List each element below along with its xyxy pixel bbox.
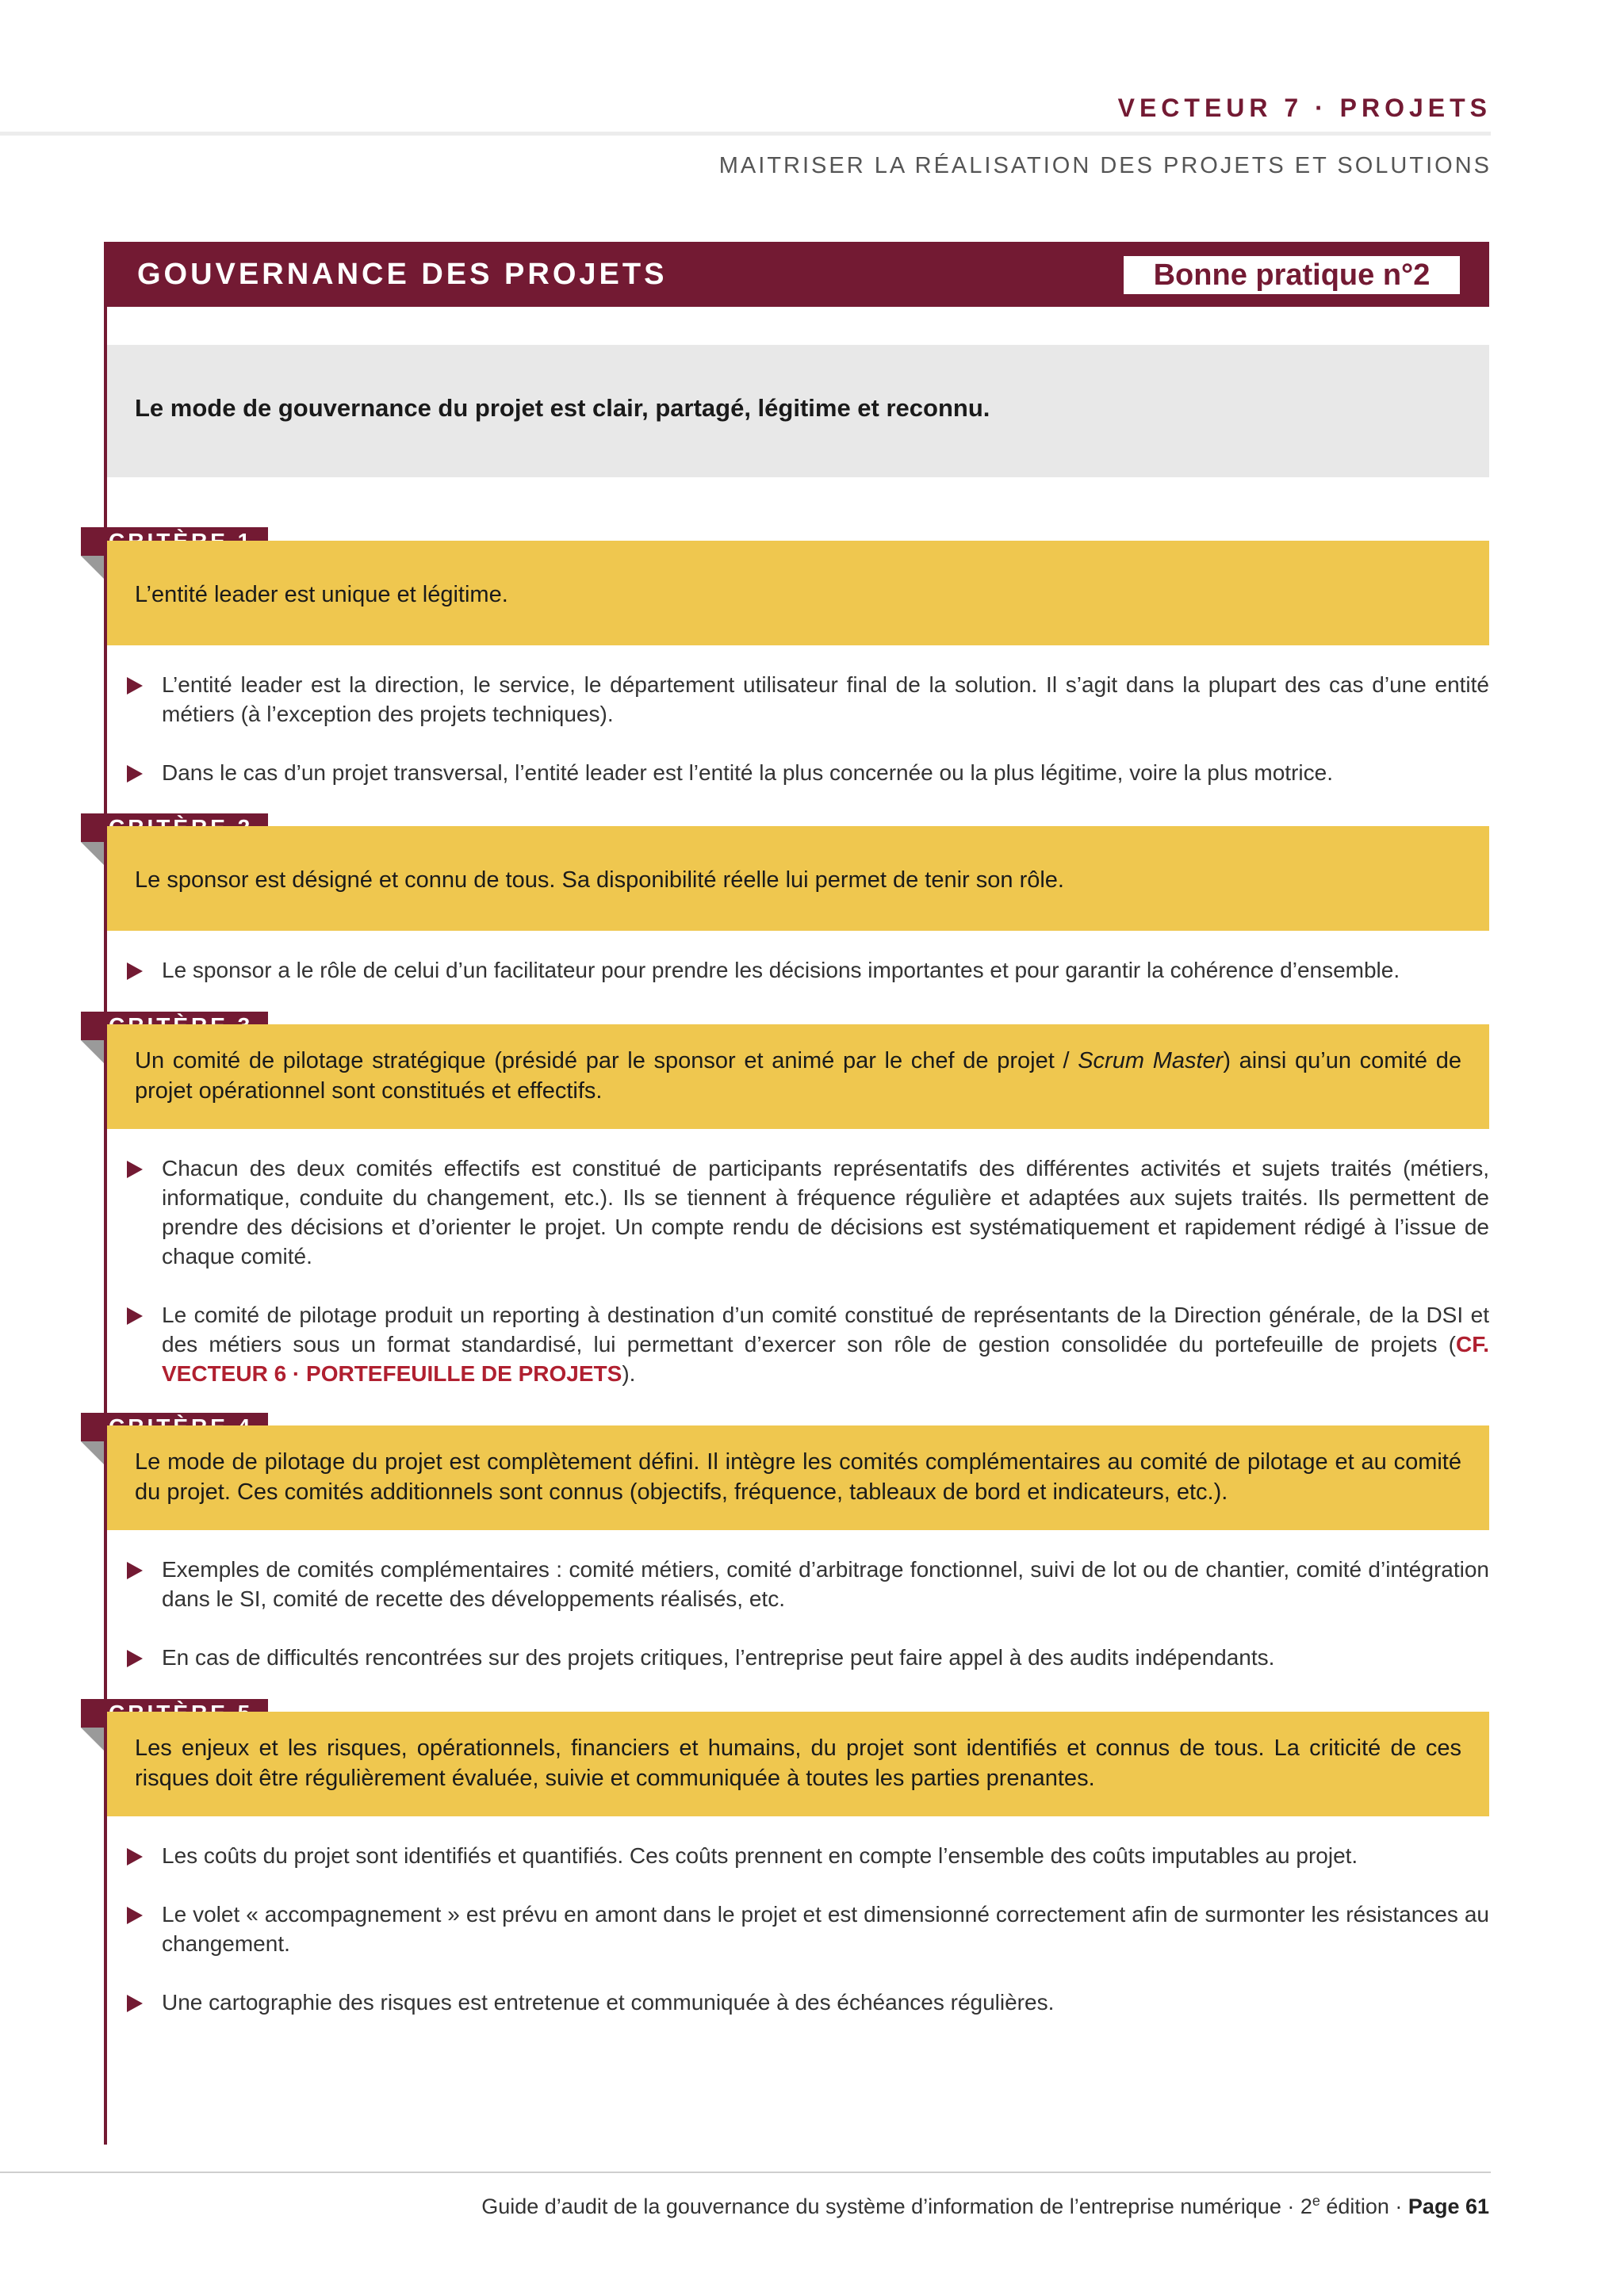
bullet-arrow-icon	[127, 765, 143, 783]
criterion-2-fold	[81, 842, 104, 865]
bullet-text: Dans le cas d’un projet transversal, l’entité leader est l’entité la plus concernée ou la plus légitime, voire la plus motrice.	[162, 760, 1333, 785]
best-practice-badge: Bonne pratique n°2	[1121, 254, 1462, 297]
bullet-text: Les coûts du projet sont identifiés et quantifiés. Ces coûts prennent en compte l’ensemble des coûts imputables au projet.	[162, 1843, 1358, 1868]
criterion-4-fold	[81, 1441, 104, 1464]
section-title: GOUVERNANCE DES PROJETS	[137, 258, 668, 291]
criterion-5-bullet-1	[127, 1841, 1489, 1870]
footer-text: Guide d’audit de la gouvernance du système d’information de l’entreprise numérique · 2	[481, 2195, 1312, 2218]
bullet-text: Exemples de comités complémentaires : comité métiers, comité d’arbitrage fonctionnel, suivi de lot ou de chantier, comité d’intégration dans le SI, comité de recette des développements réalisés, etc.	[162, 1557, 1489, 1611]
criterion-1-fold	[81, 556, 104, 579]
criterion-5-bullet-3	[127, 1988, 1489, 2017]
criterion-3-text	[135, 1046, 1461, 1106]
bullet-arrow-icon	[127, 1907, 143, 1924]
criterion-1-text: L’entité leader est unique et légitime.	[135, 582, 508, 607]
criterion-5-text: Les enjeux et les risques, opérationnels, financiers et humains, du projet sont identifiés et connus de tous. La criticité de ces risques doit être régulièrement évaluée, suivie et communiquée à toutes les parties prenantes.	[135, 1735, 1461, 1791]
footer-divider	[0, 2172, 1491, 2173]
bullet-arrow-icon	[127, 677, 143, 695]
bullet-arrow-icon	[127, 1995, 143, 2012]
bullet-text: L’entité leader est la direction, le service, le département utilisateur final de la solution. Il s’agit dans la plupart des cas d’une entité métiers (à l’exception des projets techniques).	[162, 672, 1489, 726]
criterion-5-box	[107, 1712, 1489, 1816]
bullet-text: En cas de difficultés rencontrées sur des projets critiques, l’entreprise peut faire appel à des audits indépendants.	[162, 1645, 1275, 1670]
bullet-text: Le sponsor a le rôle de celui d’un facilitateur pour prendre les décisions importantes et pour garantir la cohérence d’ensemble.	[162, 958, 1400, 982]
footer-edition-superscript: e	[1312, 2193, 1320, 2209]
bullet-arrow-icon	[127, 1848, 143, 1866]
vector-title: VECTEUR 7 · PROJETS	[1117, 94, 1492, 122]
criterion-3-bullet-2	[127, 1300, 1489, 1388]
bullet-text-end: ).	[622, 1361, 636, 1386]
bullet-text: Une cartographie des risques est entretenue et communiquée à des échéances régulières.	[162, 1990, 1055, 2015]
section-title-bar	[104, 242, 1489, 307]
criterion-1-bullet-2	[127, 758, 1489, 787]
page-footer	[481, 2193, 1489, 2219]
criterion-3-box	[107, 1024, 1489, 1129]
bullet-text: Le volet « accompagnement » est prévu en amont dans le projet et est dimensionné correctement afin de surmonter les résistances au changement.	[162, 1902, 1489, 1956]
criterion-4-box	[107, 1425, 1489, 1530]
bullet-text-start: Le comité de pilotage produit un reporting à destination d’un comité constitué de représentants de la Direction générale, de la DSI et des métiers sous un format standardisé, lui permettant d’exercer son rôle de gestion consolidée du portefeuille de projets (	[162, 1303, 1489, 1357]
lead-statement: Le mode de gouvernance du projet est clair, partagé, légitime et reconnu.	[135, 394, 990, 422]
lead-statement-box	[107, 345, 1489, 477]
header-divider	[0, 132, 1491, 136]
criterion-5-bullet-2	[127, 1900, 1489, 1958]
bullet-arrow-icon	[127, 1650, 143, 1667]
criterion-3-text-end: ) ainsi qu’un comité de projet opérationnel sont constitués et effectifs.	[135, 1048, 1461, 1104]
criterion-5-fold	[81, 1728, 104, 1751]
bullet-text	[162, 1300, 1489, 1388]
cross-reference-link[interactable]: CF. VECTEUR 6 · PORTEFEUILLE DE PROJETS	[162, 1332, 1489, 1386]
page-number: Page 61	[1408, 2195, 1489, 2218]
criterion-2-bullet-1	[127, 955, 1489, 985]
criterion-1-bullet-1	[127, 670, 1489, 729]
criterion-3-text-italic: Scrum Master	[1078, 1048, 1224, 1073]
bullet-arrow-icon	[127, 962, 143, 980]
criterion-2-box	[107, 826, 1489, 931]
criterion-3-text-start: Un comité de pilotage stratégique (présidé par le sponsor et animé par le chef de projet /	[135, 1048, 1078, 1073]
bullet-arrow-icon	[127, 1307, 143, 1325]
vector-subtitle: MAITRISER LA RÉALISATION DES PROJETS ET SOLUTIONS	[718, 153, 1492, 178]
bullet-arrow-icon	[127, 1562, 143, 1579]
criterion-4-bullet-2	[127, 1643, 1489, 1672]
bullet-arrow-icon	[127, 1161, 143, 1178]
criterion-3-fold	[81, 1040, 104, 1063]
criterion-2-text: Le sponsor est désigné et connu de tous. Sa disponibilité réelle lui permet de tenir son rôle.	[135, 867, 1064, 893]
bullet-text: Chacun des deux comités effectifs est constitué de participants représentatifs des différentes activités et sujets traités (métiers, informatique, conduite du changement, etc.). Ils se tiennent à fréquence régulière et adaptées aux sujets traités. Ils permettent de prendre des décisions et d’orienter le projet. Un compte rendu de décisions est systématiquement et rapidement rédigé à l’issue de chaque comité.	[162, 1156, 1489, 1269]
criterion-4-bullet-1	[127, 1555, 1489, 1613]
footer-edition: édition ·	[1320, 2195, 1408, 2218]
criterion-3-bullet-1	[127, 1154, 1489, 1271]
criterion-1-box	[107, 541, 1489, 645]
criterion-4-text: Le mode de pilotage du projet est complètement défini. Il intègre les comités complémentaires au comité de pilotage et au comité du projet. Ces comités additionnels sont connus (objectifs, fréquence, tableaux de bord et indicateurs, etc.).	[135, 1449, 1461, 1505]
